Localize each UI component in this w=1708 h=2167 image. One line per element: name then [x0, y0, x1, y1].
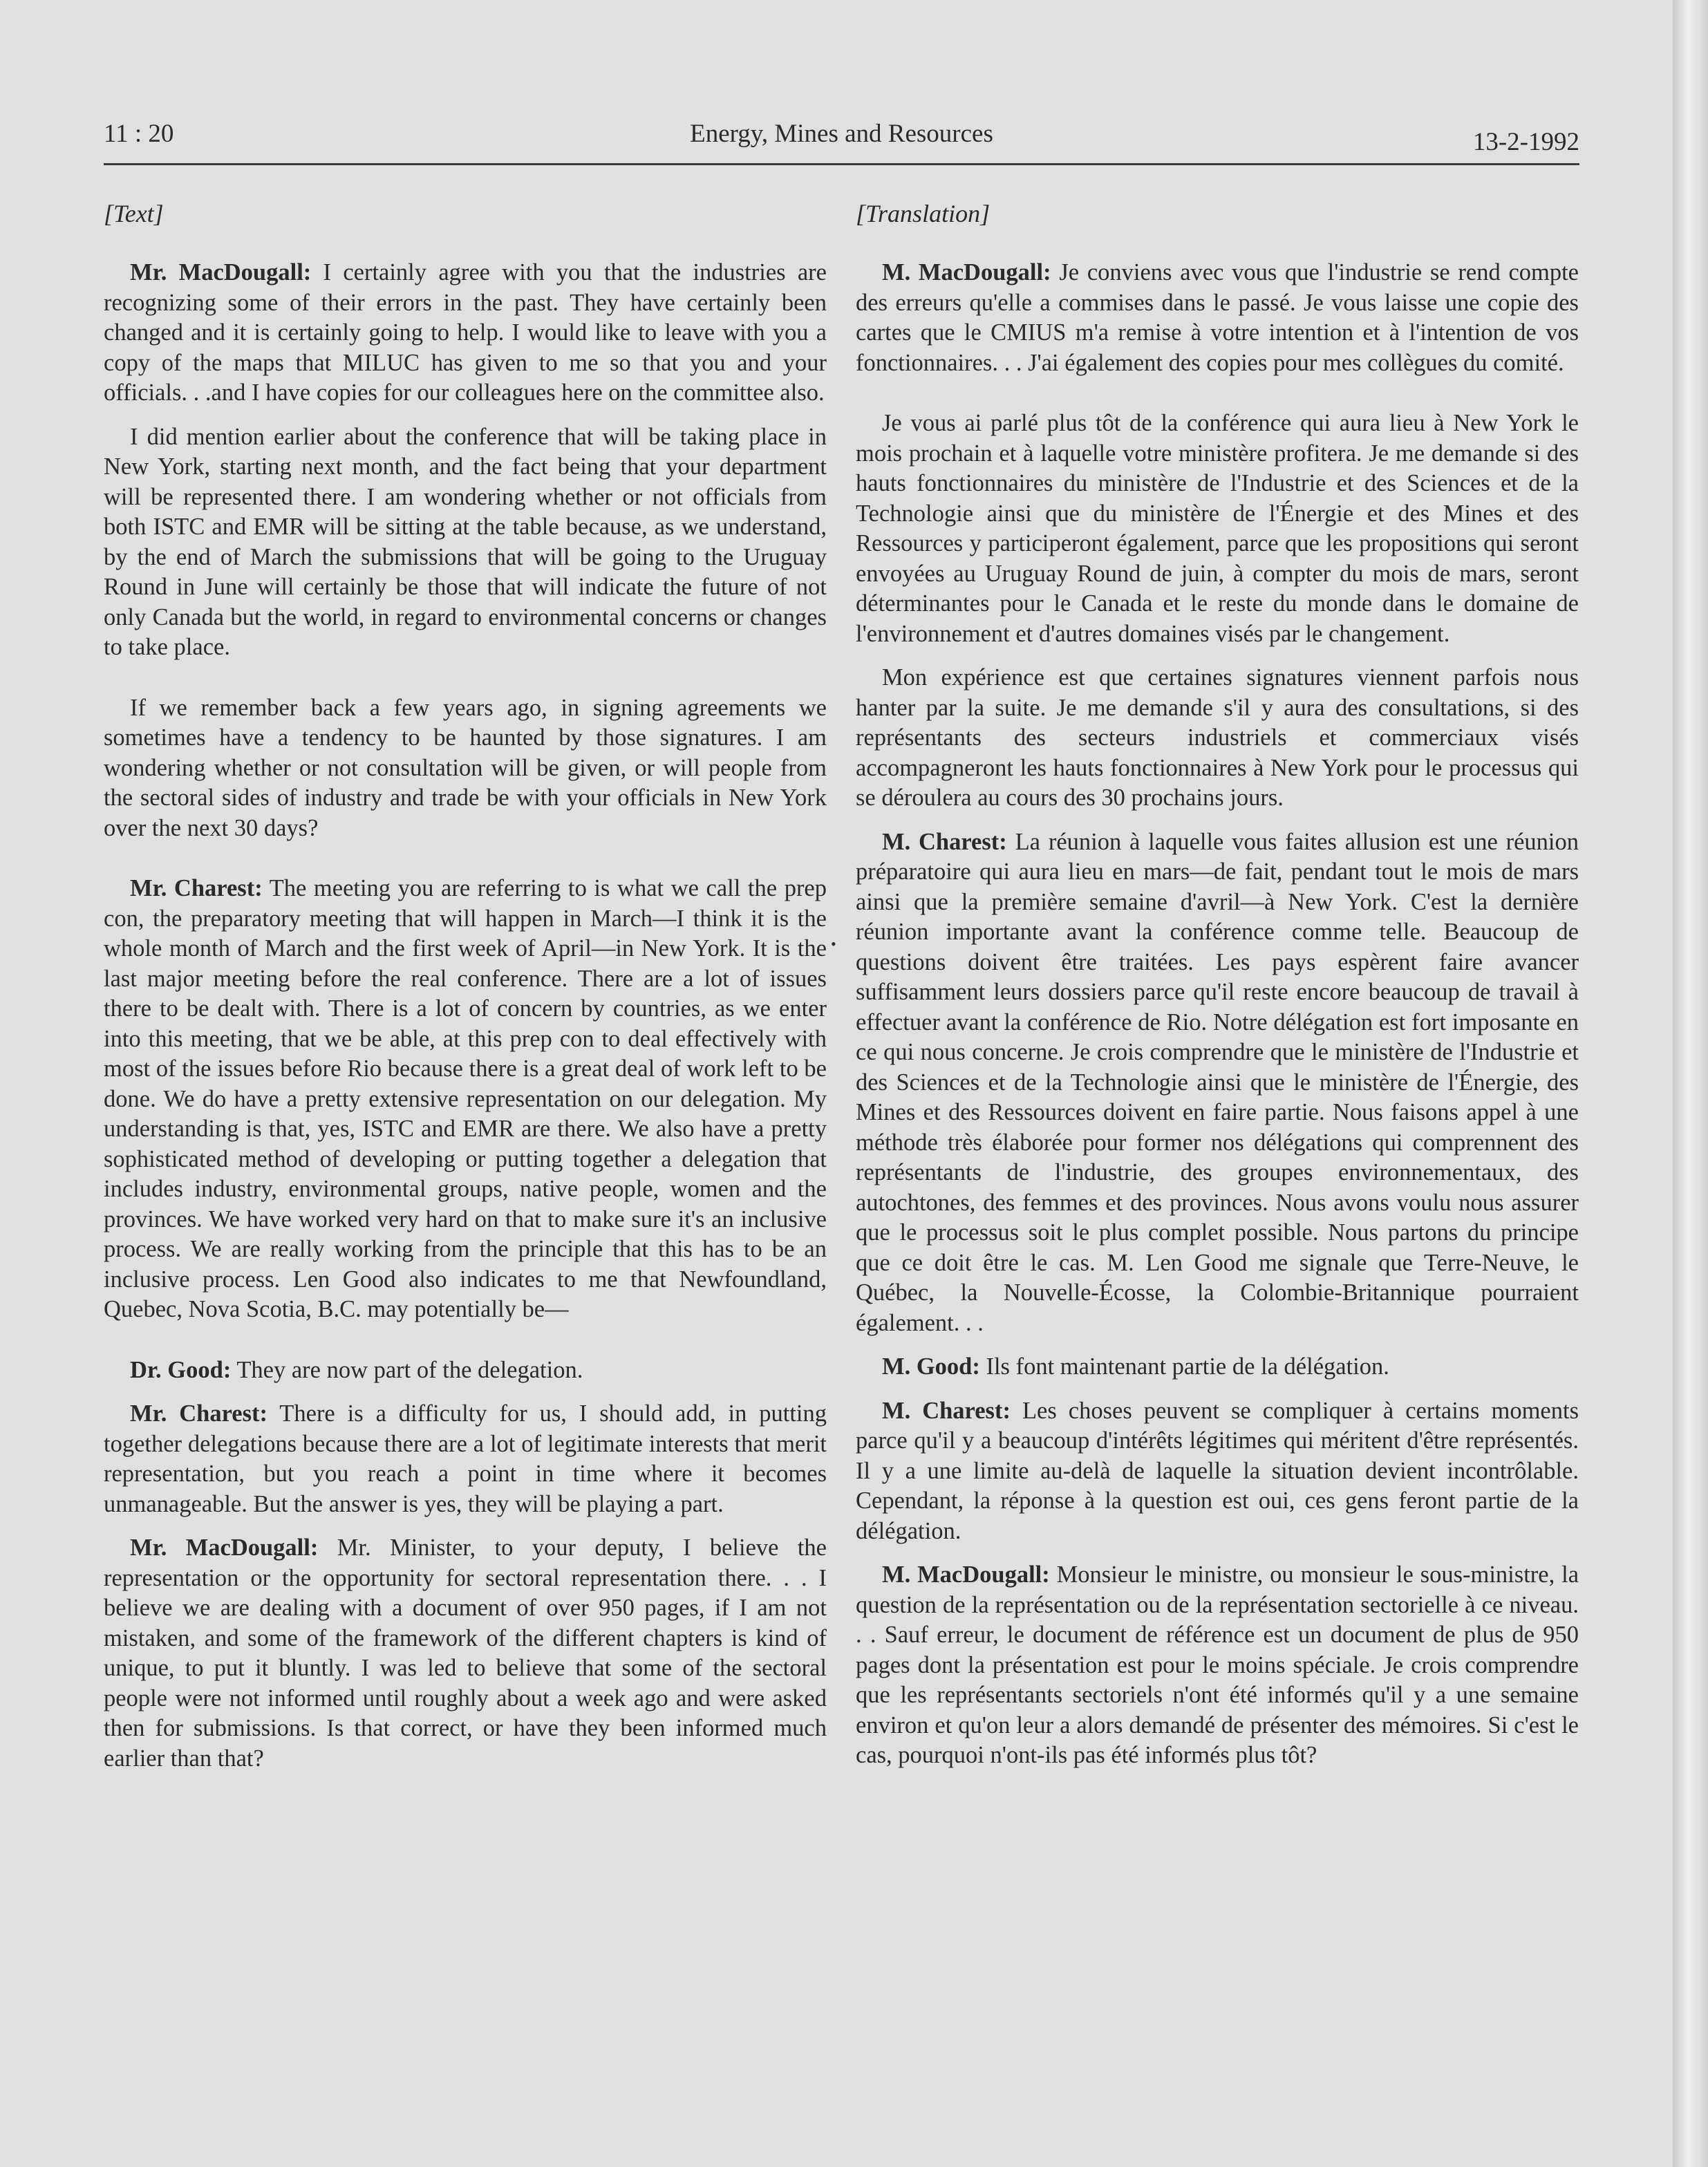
paragraph [856, 827, 1579, 1339]
header-rule [104, 163, 1579, 165]
paragraph-text: Mr. Minister, to your deputy, I believe the representation or the opportunity for sectoral representation there. . . I believe we are dealing with a document of over 950 pages, if I am not mistaken, and some of the framework of the different chapters is kind of unique, to put it bluntly. I was led to believe that some of the sectoral people were not informed until roughly about a week ago and were asked then for submissions. Is that correct, or have they been informed much earlier than that? [104, 1535, 827, 1772]
paragraph-text: Les choses peuvent se compliquer à certains moments parce qu'il y a beaucoup d'intérêts légitimes qui méritent d'être représentés. Il y a une limite au-delà de laquelle la situation devient incontrôlable. Cependant, la réponse à la question est oui, ces gens feront partie de la délégation. [856, 1397, 1579, 1544]
paragraph-text: Ils font maintenant partie de la délégation. [979, 1353, 1389, 1380]
paragraph-text: I certainly agree with you that the industries are recognizing some of their errors in the past. They have certainly been changed and it is certainly going to help. I would like to leave with you a copy of the maps that MILUC has given to me so that you and your officials. . .and I have copies for our colleagues here on the committee also. [104, 259, 827, 406]
paragraph-text: They are now part of the delegation. [231, 1356, 583, 1383]
speaker-name: Mr. MacDougall: [130, 259, 312, 285]
speaker-name: Mr. MacDougall: [130, 1535, 319, 1561]
french-column [856, 197, 1579, 1785]
page-header [104, 119, 1579, 160]
speaker-name: M. MacDougall: [882, 1561, 1050, 1588]
text-tag: [Text] [104, 200, 164, 227]
paragraph-text: There is a difficulty for us, I should add, in putting together delegations because there are a lot of legitimate interests that merit representation, but you reach a point in time where it becomes unmanageable. But the answer is yes, they will be playing a part. [104, 1400, 827, 1517]
page-gutter [1673, 0, 1708, 2167]
paragraph [104, 1399, 827, 1519]
paragraph-text: The meeting you are referring to is what we call the prep con, the preparatory meeting that will happen in March—I think it is the whole month of March and the first week of April—in New York. It is the last major meeting before the real conference. There are a lot of issues there to be dealt with. There is a lot of concern by countries, as we enter into this meeting, that we be able, at this prep con to deal effectively with most of the issues before Rio because there is a great deal of work left to be done. We do have a pretty extensive representation on our delegation. My understanding is that, yes, ISTC and EMR are there. We also have a pretty sophisticated method of developing or putting together a delegation that includes industry, environmental groups, native people, women and the provinces. We have worked very hard on that to make sure it's an inclusive process. We are really working from the principle that this has to be an inclusive process. Len Good also indicates to me that Newfoundland, Quebec, Nova Scotia, B.C. may potentially be— [104, 875, 827, 1322]
paragraph [856, 1396, 1579, 1547]
speaker-name: M. Good: [882, 1353, 980, 1380]
paragraph-text: La réunion à laquelle vous faites allusion est une réunion préparatoire qui aura lieu en mars—de fait, pendant tout le mois de mars ainsi que la première semaine d'avril—à New York. C'est la dernière réunion importante avant la conférence comme telle. Beaucoup de questions doivent être traitées. Les pays espèrent faire avancer suffisamment leurs dossiers parce qu'il reste encore beaucoup de travail à effectuer avant la conférence de Rio. Notre délégation est fort imposante en ce qui nous concerne. Je crois comprendre que le ministère de l'Industrie et des Sciences et de la Technologie ainsi que le ministère de l'Énergie, des Mines et des Ressources doivent en faire partie. Nous faisons appel à une méthode très élaborée pour former nos délégations qui comprennent des représentants de l'industrie, des groupes environnementaux, des autochtones, des femmes et des provinces. Nous avons voulu nous assurer que le processus soit le plus complet possible. Nous partons du principe que ce doit être le cas. M. Len Good me signale que Terre-Neuve, le Québec, la Nouvelle-Écosse, la Colombie-Britannique pourraient également. . . [856, 828, 1579, 1336]
paragraph [104, 693, 827, 844]
paragraph [104, 422, 827, 663]
paragraph-text: Je conviens avec vous que l'industrie se rend compte des erreurs qu'elle a commises dans le passé. Je vous laisse une copie des cartes que le CMIUS m'a remise à votre intention et à l'intention de vos fonctionnaires. . . J'ai également des copies pour mes collègues du comité. [856, 259, 1579, 376]
translation-tag: [Translation] [856, 200, 991, 227]
paragraph [104, 874, 827, 1325]
paragraph-text: If we remember back a few years ago, in signing agreements we sometimes have a tendency to be haunted by those signatures. I am wondering whether or not consultation will be given, or will people from the sectoral sides of industry and trade be with your officials in New York over the next 30 days? [104, 694, 827, 841]
speaker-name: Mr. Charest: [130, 1400, 268, 1427]
speaker-name: M. MacDougall: [882, 259, 1051, 285]
paragraph [856, 258, 1579, 378]
paragraph-text: I did mention earlier about the conference that will be taking place in New York, starting next month, and the fact being that your department will be represented there. I am wondering whether or not officials from both ISTC and EMR will be sitting at the table because, as we understand, by the end of March the submissions that will be going to the Uruguay Round in June will certainly be those that will indicate the future of not only Canada but the world, in regard to environmental concerns or changes to take place. [104, 423, 827, 660]
speaker-name: Dr. Good: [130, 1356, 232, 1383]
paragraph-text: Je vous ai parlé plus tôt de la conférence qui aura lieu à New York le mois prochain et à laquelle votre ministère profitera. Je me demande si des hauts fonctionnaires du ministère de l'Industrie et des Sciences et de la Technologie ainsi que du ministère de l'Énergie et des Mines et des Ressources y participeront également, parce que les propositions qui seront envoyées au Uruguay Round de juin, à compter du mois de mars, seront déterminantes pour le Canada et le reste du monde dans le domaine de l'environnement et d'autres domaines visés par le changement. [856, 410, 1579, 647]
paragraph [104, 1355, 827, 1386]
paragraph [104, 258, 827, 409]
speaker-name: M. Charest: [882, 828, 1007, 855]
paragraph-text: Mon expérience est que certaines signatures viennent parfois nous hanter par la suite. Je me demande s'il y aura des consultations, si des représentants des secteurs industriels et commerciaux visés accompagneront les hauts fonctionnaires à New York pour le processus qui se déroulera au cours des 30 prochains jours. [856, 664, 1579, 811]
english-column [104, 197, 827, 1788]
paragraph [856, 1352, 1579, 1382]
margin-dot-mark: • [831, 935, 836, 953]
page-number: 11 : 20 [104, 120, 174, 148]
header-date: 13-2-1992 [1472, 128, 1579, 156]
paragraph [104, 1533, 827, 1774]
paragraph [856, 663, 1579, 814]
running-title: Energy, Mines and Resources [690, 120, 993, 148]
speaker-name: Mr. Charest: [130, 875, 263, 901]
paragraph [856, 1560, 1579, 1771]
speaker-name: M. Charest: [882, 1397, 1011, 1424]
paragraph-text: Monsieur le ministre, ou monsieur le sous-ministre, la question de la représentation ou de la représentation sectorielle à ce niveau. . . Sauf erreur, le document de référence est un document de plus de 950 pages dont la présentation est pour le moins spéciale. Je crois comprendre que les représentants sectoriels n'ont été informés qu'il y a une semaine environ et qu'on leur a alors demandé de présenter des mémoires. Si c'est le cas, pourquoi n'ont-ils pas été informés plus tôt? [856, 1561, 1579, 1768]
paragraph [856, 409, 1579, 649]
